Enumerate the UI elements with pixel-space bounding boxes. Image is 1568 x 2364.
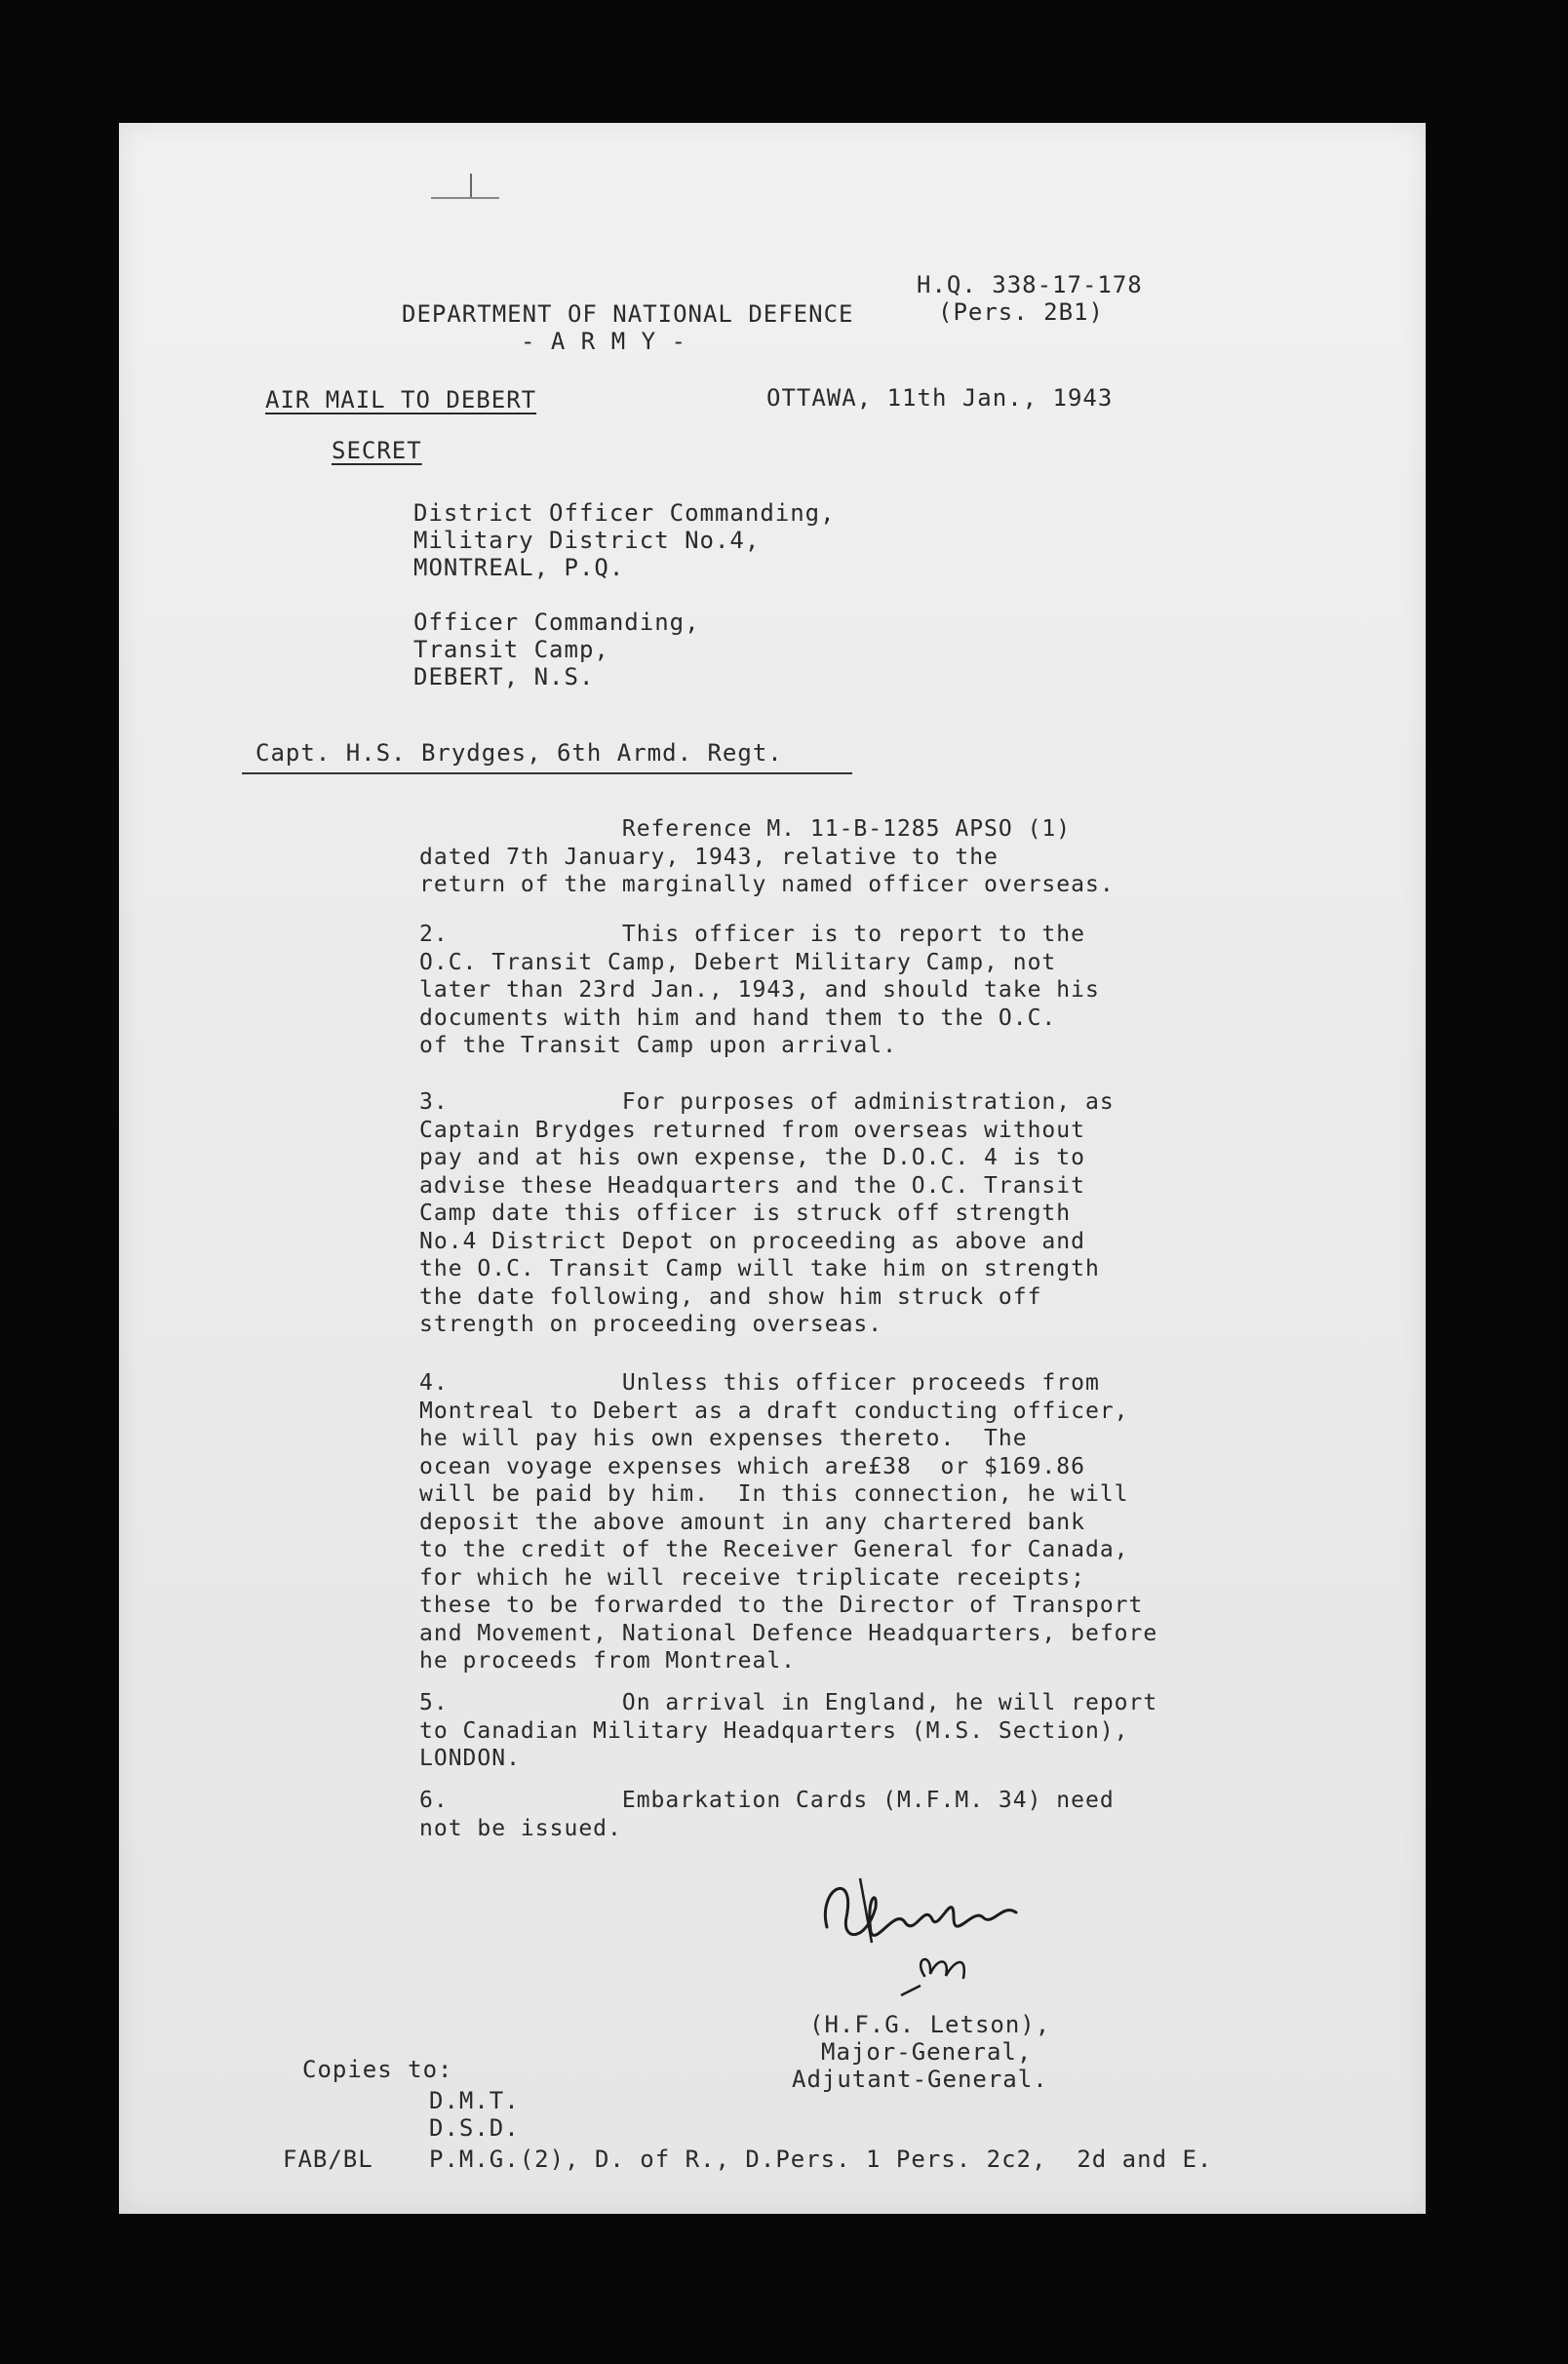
addressee-line: Transit Camp, (413, 636, 609, 663)
paragraph-3 (419, 1088, 1375, 1339)
paragraph-line: advise these Headquarters and the O.C. Transit (419, 1172, 1085, 1199)
paragraph-line: and Movement, National Defence Headquarters, before (419, 1620, 1158, 1646)
paragraph-line: the date following, and show him struck off (419, 1283, 1042, 1310)
paragraph-line: 2. This officer is to report to the (419, 922, 1085, 947)
paragraph-line: No.4 District Depot on proceeding as above and (419, 1228, 1085, 1254)
document-page (119, 123, 1426, 2214)
signatory-rank: Major-General, (821, 2038, 1033, 2066)
paragraph-line: LONDON. (419, 1746, 521, 1771)
paragraph-5 (419, 1689, 1375, 1773)
addressee-line: Officer Commanding, (413, 609, 700, 636)
paragraph-line: the O.C. Transit Camp will take him on strength (419, 1256, 1100, 1281)
handwritten-signature (807, 1849, 1061, 2005)
paragraph-line: later than 23rd Jan., 1943, and should take his (419, 977, 1100, 1003)
paragraph-line: Captain Brydges returned from overseas without (419, 1117, 1085, 1143)
paragraph-line: Montreal to Debert as a draft conducting officer, (419, 1398, 1129, 1424)
file-reference: H.Q. 338-17-178 (917, 271, 1143, 298)
distribution-list: P.M.G.(2), D. of R., D.Pers. 1 Pers. 2c2, 2d and E. (429, 2146, 1213, 2173)
registration-mark (431, 197, 499, 199)
addressee-line: MONTREAL, P.Q. (413, 554, 625, 581)
paragraph-1 (419, 815, 1375, 899)
subject-line: Capt. H.S. Brydges, 6th Armd. Regt. (255, 739, 783, 767)
paragraph-line: 3. For purposes of administration, as (419, 1089, 1115, 1115)
paragraph-line: these to be forwarded to the Director of Transport (419, 1593, 1144, 1618)
typist-initials: FAB/BL (283, 2146, 373, 2173)
paragraph-line: he proceeds from Montreal. (419, 1648, 797, 1674)
paragraph-line: will be paid by him. In this connection, he will (419, 1481, 1129, 1507)
paragraph-line: strength on proceeding overseas. (419, 1312, 883, 1337)
paragraph-line: return of the marginally named officer overseas. (419, 872, 1115, 897)
paragraph-line: 6. Embarkation Cards (M.F.M. 34) need (419, 1788, 1115, 1813)
paragraph-line: pay and at his own expense, the D.O.C. 4 is to (419, 1145, 1085, 1170)
paragraph-line: not be issued. (419, 1815, 622, 1841)
classification: SECRET (332, 437, 422, 464)
paragraph-line: he will pay his own expenses thereto. The (419, 1426, 1028, 1451)
copies-recipient: D.S.D. (429, 2114, 520, 2142)
addressee-line: District Officer Commanding, (413, 499, 836, 527)
file-reference-sub: (Pers. 2B1) (938, 298, 1104, 326)
copies-label: Copies to: (302, 2056, 453, 2083)
paragraph-line: 4. Unless this officer proceeds from (419, 1370, 1100, 1396)
place-date: OTTAWA, 11th Jan., 1943 (766, 384, 1114, 412)
paragraph-4 (419, 1369, 1375, 1675)
department-name: DEPARTMENT OF NATIONAL DEFENCE (402, 300, 854, 328)
paragraph-line: Reference M. 11-B-1285 APSO (1) (419, 816, 1072, 842)
paragraph-2 (419, 921, 1375, 1060)
paragraph-line: O.C. Transit Camp, Debert Military Camp, not (419, 949, 1057, 975)
subject-underline (242, 772, 852, 774)
copies-recipient: D.M.T. (429, 2087, 520, 2114)
paragraph-line: documents with him and hand them to the O.C. (419, 1005, 1057, 1031)
paragraph-line: 5. On arrival in England, he will report (419, 1690, 1158, 1715)
registration-mark (470, 174, 472, 197)
branch-name: - A R M Y - (521, 328, 686, 355)
paragraph-line: deposit the above amount in any chartered bank (419, 1509, 1085, 1535)
paragraph-line: Camp date this officer is struck off strength (419, 1201, 1072, 1226)
addressee-line: DEBERT, N.S. (413, 663, 595, 690)
paragraph-line: ocean voyage expenses which are£38 or $169.86 (419, 1453, 1085, 1479)
paragraph-6 (419, 1787, 1375, 1842)
paragraph-line: to the credit of the Receiver General for Canada, (419, 1537, 1129, 1562)
paragraph-line: of the Transit Camp upon arrival. (419, 1033, 897, 1058)
addressee-line: Military District No.4, (413, 527, 761, 554)
paragraph-line: for which he will receive triplicate receipts; (419, 1564, 1085, 1591)
paragraph-line: dated 7th January, 1943, relative to the (419, 844, 999, 870)
signatory-appointment: Adjutant-General. (792, 2066, 1048, 2093)
dispatch-line: AIR MAIL TO DEBERT (265, 386, 537, 414)
paragraph-line: to Canadian Military Headquarters (M.S. Section), (419, 1717, 1129, 1744)
signatory-name: (H.F.G. Letson), (809, 2011, 1051, 2038)
